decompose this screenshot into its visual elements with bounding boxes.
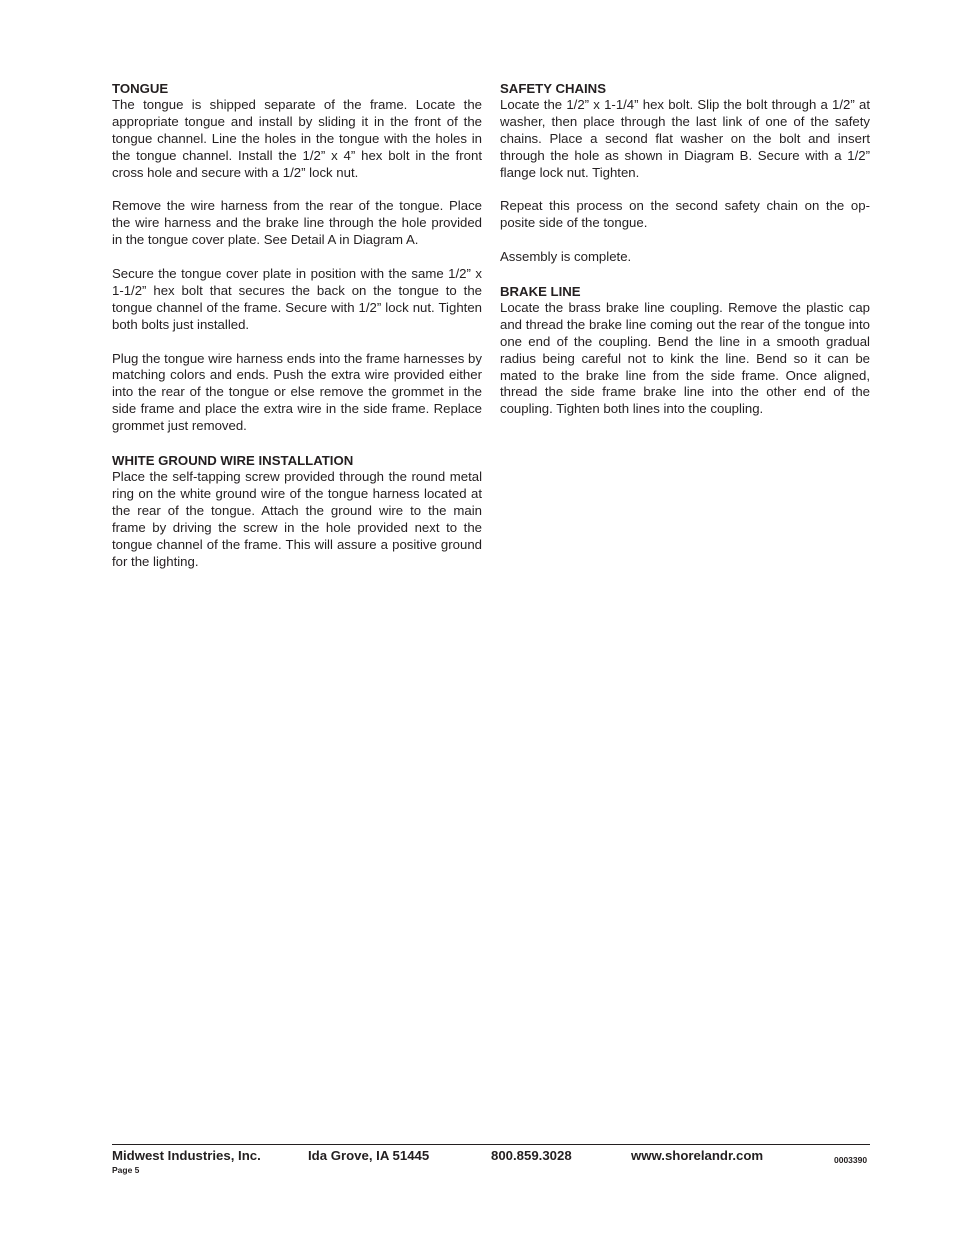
footer-divider — [112, 1144, 870, 1145]
section-brake-line — [500, 283, 870, 418]
left-column — [112, 80, 482, 587]
section-heading-brake: BRAKE LINE — [500, 283, 581, 299]
footer-website: www.shorelandr.com — [631, 1148, 764, 1163]
footer-company: Midwest Industries, Inc. — [112, 1148, 261, 1163]
paragraph: Plug the tongue wire harness ends into the frame harnesses by matching colors and ends. Push the extra wire provided either into the rear of the tongue or else remove the grommet in the side frame and place the extra wire in the side frame. Replace grommet just removed. — [112, 350, 482, 434]
footer-phone: 800.859.3028 — [491, 1148, 572, 1163]
section-white-ground-wire — [112, 452, 482, 570]
right-column — [500, 80, 870, 435]
section-safety-chains — [500, 80, 870, 266]
section-heading-safety: SAFETY CHAINS — [500, 81, 607, 96]
paragraph: Locate the 1/2” x 1-1/4” hex bolt. Slip the bolt through a 1/2” at washer, then place through the last link of one of the safety chains. Place a second flat washer on the bolt and insert through the hole as shown in Diagram B. Secure with a 1/2” flange lock nut. Tighten. — [500, 97, 870, 180]
paragraph: Repeat this process on the second safety chain on the opposite side of the tongue. — [500, 198, 870, 231]
section-heading-ground: WHITE GROUND WIRE INSTALLATION — [112, 452, 354, 468]
paragraph: Locate the brass brake line coupling. Remove the plastic cap and thread the brake line coming out the rear of the tongue into one end of the coupling. Bend the line in a smooth gradual radius being careful not to kink the line. Bend so it can be mated to the brake line from the side frame. Once aligned, thread the side frame brake line into the other end of the coupling. Tighten both lines into the coupling. — [500, 299, 870, 417]
paragraph: Assembly is complete. — [500, 249, 632, 265]
paragraph: Secure the tongue cover plate in position with the same 1/2” x 1-1/2” hex bolt that secures the back on the tongue to the tongue channel of the frame. Secure with 1/2” lock nut. Tighten both bolts just installed. — [112, 266, 482, 332]
paragraph: Remove the wire harness from the rear of the tongue. Place the wire harness and the brake line through the hole provided in the tongue cover plate. See Detail A in Diagram A. — [112, 198, 482, 248]
footer-page-number: Page 5 — [112, 1165, 140, 1175]
section-heading-tongue: TONGUE — [112, 81, 169, 96]
footer-doc-number: 0003390 — [834, 1155, 868, 1165]
footer-city: Ida Grove, IA 51445 — [308, 1148, 430, 1163]
paragraph: Place the self-tapping screw provided through the round metal ring on the white ground wire of the tongue harness located at the rear of the tongue. Attach the ground wire to the main frame by driving the screw in the hole provided next to the tongue channel of the frame. This will assure a positive ground for the lighting. — [112, 468, 482, 569]
section-tongue — [112, 80, 482, 435]
paragraph: The tongue is shipped separate of the frame. Locate the appropriate tongue and install by sliding it in the front of the tongue channel. Line the holes in the tongue with the holes in the tongue channel. Install the 1/2” x 4” hex bolt in the front cross hole and secure with a 1/2” lock nut. — [112, 97, 482, 180]
